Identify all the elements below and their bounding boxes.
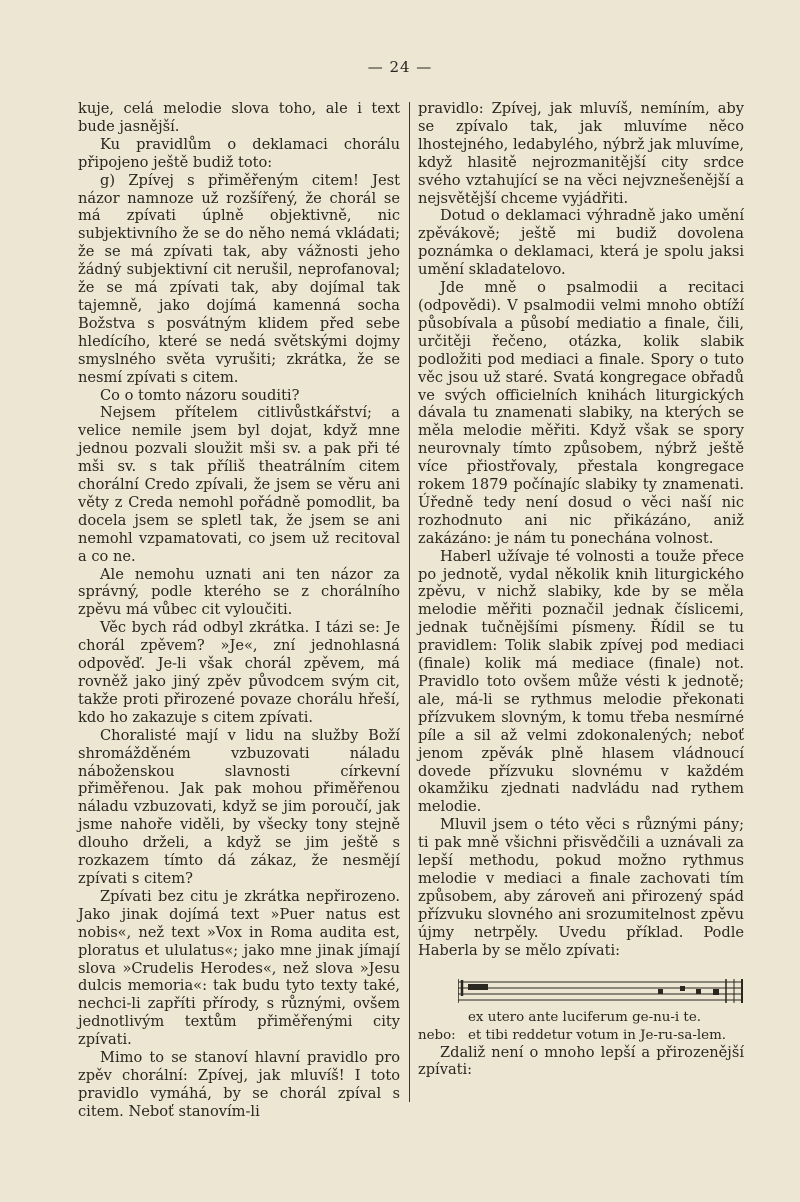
paragraph: Zdaliž není o mnoho lepší a přirozenější zpívati: (418, 1043, 744, 1079)
right-column (418, 100, 744, 1079)
paragraph: Co o tomto názoru souditi? (100, 386, 300, 404)
paragraph: Dotud o deklamaci výhradně jako umění zpěvákově; ještě mi budiž dovolena poznámka o deklamaci, která je spolu jaksi umění skladatelovo. (418, 207, 744, 279)
paragraph: Haberl užívaje té volnosti a touže přece po jednotě, vydal několik knih liturgického zpěvu, v nichž slabiky, kde by se měla melodie měřiti poznačil jednak číslicemi, jednak tučnějšími písmeny. Řídil se tu pravidlem: Tolik slabik zpívej pod mediaci (finale) kolik má mediace (finale) not. Pravidlo toto ovšem může vésti k jednotě; ale, má-li se rythmus melodie překonati přízvukem slovným, k tomu třeba nesmírné píle a sil až velmi zdokonalených; neboť jenom zpěvák plně hlasem vládnoucí dovede přízvuku slovnému v každém okamžiku zjednati nadvládu nad rythem melodie. (418, 547, 744, 816)
paragraph: pravidlo: Zpívej, jak mluvíš, nemíním, aby se zpívalo tak, jak mluvíme něco lhostejného, ledabylého, nýbrž jak mluvíme, když hlasitě nejrozmanitější city srdce svého vztahující se na věci nejvznešenější a nejsvětější chceme vyjádřiti. (418, 100, 744, 207)
paragraph: Ku pravidlům o deklamaci chorálu připojeno ještě budiž toto: (78, 135, 400, 171)
lyrics-text: et tibi reddetur votum in Je-ru-sa-lem. (468, 1027, 727, 1043)
paragraph: Zpívati bez citu je zkrátka nepřirozeno. Jako jinak dojímá text »Puer natus est nobis«, než text »Vox in Roma audita est, ploratus et ululatus«; jako mne jinak jímají slova »Crudelis Herodes«, než slova »Jesu dulcis memoria«: tak budu tyto texty také, nechci-li zapříti přírody, s různými, ovšem jednotlivým textům přiměřenými city zpívati. (78, 887, 400, 1049)
paragraph: g) Zpívej s přiměřeným citem! Jest názor namnoze už rozšířený, že chorál se má zpívati úplně objektivně, nic subjektivního že se do něho nemá vkládati; že se má zpívati tak, aby vážnosti jeho žádný subjektivní cit nerušil, neprofanoval; že se má zpívati tak, aby dojímal tak tajemně, jako dojímá kamenná socha Božstva s posvátným klidem před sebe hledícího, které se nedá světskými dojmy smyslného světa vyrušiti; zkrátka, že se nesmí zpívati s citem. (78, 171, 400, 386)
left-column (78, 100, 400, 1121)
paragraph: Věc bych rád odbyl zkrátka. I tázi se: Je chorál zpěvem? »Je«, zní jednohlasná odpověď. Je-li však chorál zpěvem, má rovněž jako jiný zpěv původcem svým cit, takže proti přirozené povaze chorálu hřeší, kdo ho zakazuje s citem zpívati. (78, 619, 400, 726)
chant-staff-illustration (458, 976, 746, 1008)
paragraph: Nejsem přítelem citlivůstkářství; a velice nemile jsem byl dojat, když mne jednou pozvali sloužit mši sv. a pak při té mši sv. s tak příliš theatrálním citem chorální Credo zpívali, že jsem se věru ani věty z Creda nemohl pořádně pomodlit, ba docela jsem se spletl tak, že jsem se ani nemohl vzpamatovati, co jsem už recitoval a co ne. (78, 404, 400, 565)
lyrics-text: ex utero ante luciferum ge-nu-i te. (468, 1009, 701, 1025)
column-divider (409, 102, 410, 1102)
lyrics-line (418, 1010, 744, 1026)
paragraph: Mluvil jsem o této věci s různými pány; ti pak mně všichni přisvědčili a uznávali za lepší methodu, pokud možno rythmus melodie v mediaci a finale zachovati tím způsobem, aby zároveň ani přirozený spád přízvuku slovného ani srozumitelnost zpěvu újmy netrpěly. Uvedu příklad. Podle Haberla by se mělo zpívati: (418, 816, 744, 959)
paragraph: Ale nemohu uznati ani ten názor za správný, podle kterého se z chorálního zpěvu má vůbec cit vyloučiti. (78, 565, 400, 619)
music-staff (458, 976, 746, 1008)
paragraph: kuje, celá melodie slova toho, ale i text bude jasnější. (78, 100, 400, 135)
lyrics-line (418, 1028, 744, 1044)
paragraph: Jde mně o psalmodii a recitaci (odpovědi). V psalmodii velmi mnoho obtíží působívala a působí mediatio a finale, čili, určitěji řečeno, otázka, kolik slabik podložiti pod mediaci a finale. Spory o tuto věc jsou už staré. Svatá kongregace obřadů ve svých officielních knihách liturgických dávala tu znamenati slabiky, na kterých se měla melodie měřiti. Když však se spory neurovnaly tímto způsobem, nýbrž ještě více přiostřovaly, přestala kongregace rokem 1879 počínajíc slabiky ty znamenati. Úředně tedy není dosud o věci naší nic rozhodnuto ani nic přikázáno, aniž zakázáno: je nám tu ponechána volnost. (418, 279, 744, 547)
lyrics-label: nebo: (418, 1027, 456, 1043)
paragraph: Choralisté mají v lidu na služby Boží shromážděném vzbuzovati náladu náboženskou slavnosti církevní přiměřenou. Jak pak mohou přiměřenou náladu vzbuzovati, když se jim poroučí, jak jsme nahoře viděli, by všecky tony stejně dlouho drželi, a když se jim ještě s rozkazem tímto dá zákaz, že nesmějí zpívati s citem? (78, 726, 400, 887)
paragraph: Mimo to se stanoví hlavní pravidlo pro zpěv chorální: Zpívej, jak mluvíš! I toto pravidlo vymáhá, by se chorál zpíval s citem. Neboť stanovím-li (78, 1049, 400, 1120)
page-number: — 24 — (367, 58, 433, 76)
